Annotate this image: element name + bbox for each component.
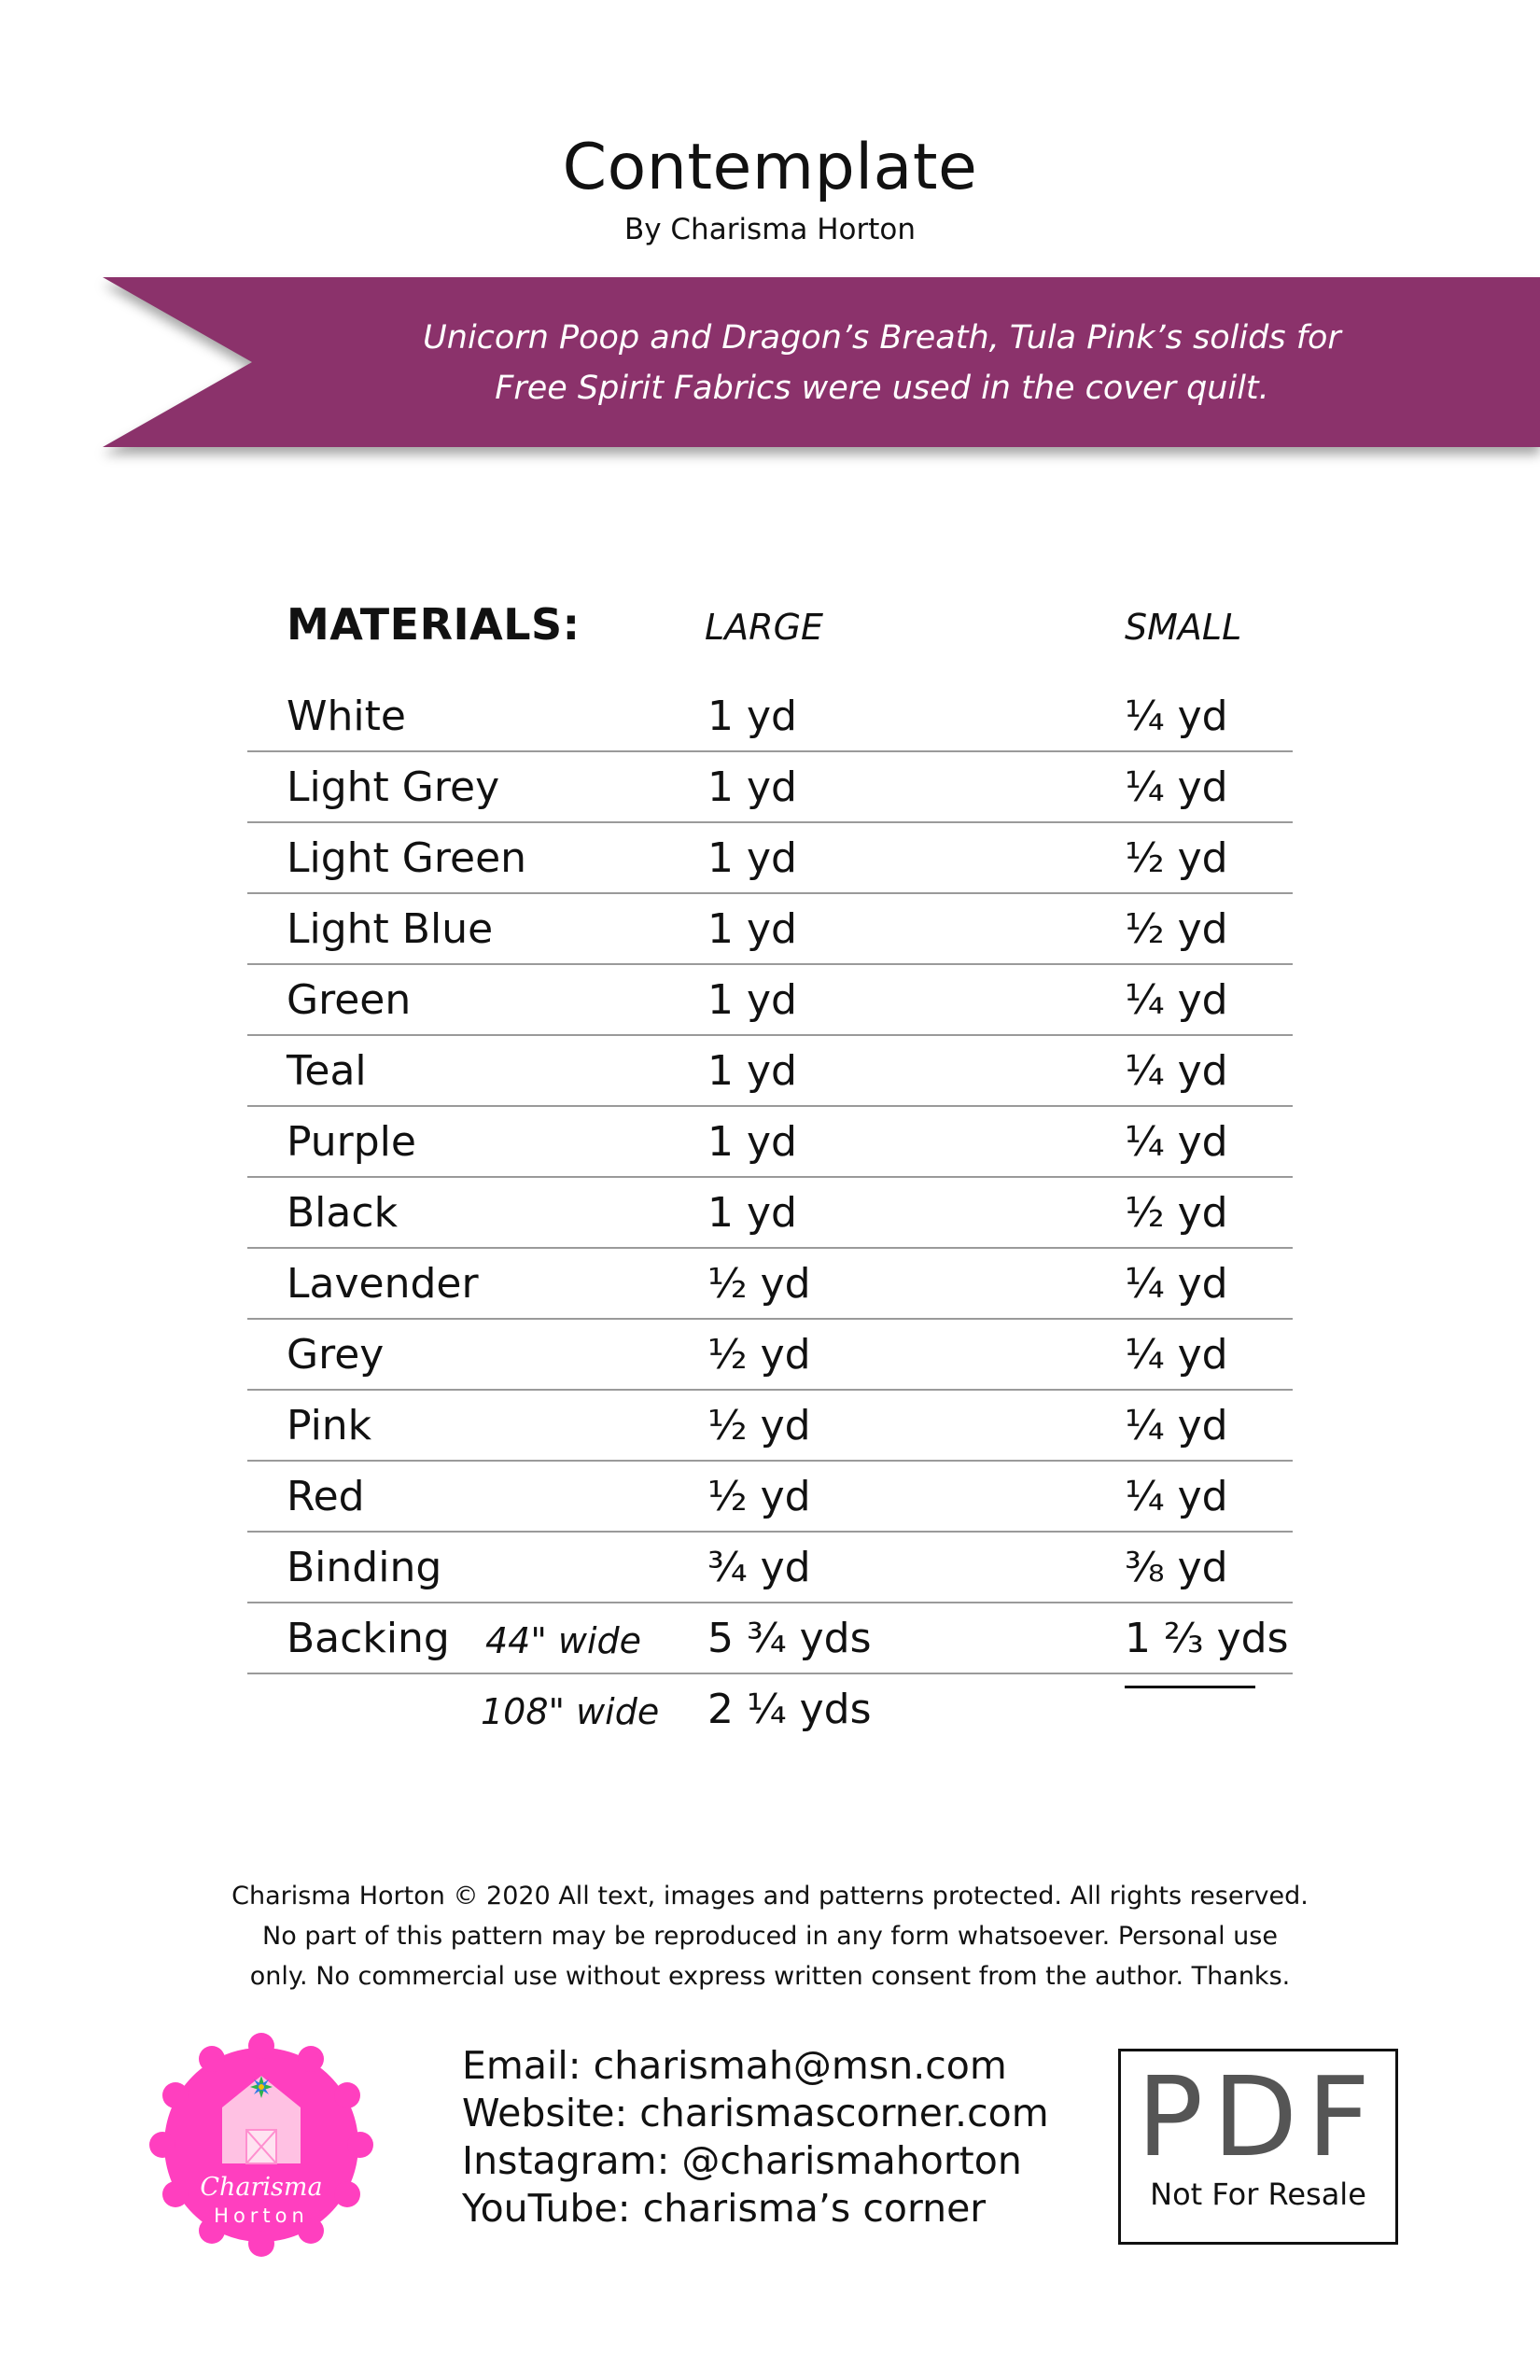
small-amount: ¼ yd — [1125, 763, 1228, 811]
copyright-line-2: No part of this pattern may be reproduced in any form whatsoever. Personal use — [262, 1922, 1278, 1951]
material-row — [247, 965, 1293, 1036]
large-amount: 1 yd — [707, 763, 797, 811]
material-name: Black — [287, 1189, 399, 1237]
material-name: Light Blue — [287, 905, 494, 953]
banner-text — [233, 313, 1531, 413]
material-row — [247, 1036, 1293, 1107]
banner-line-1: Unicorn Poop and Dragon’s Breath, Tula Pink’s solids for — [423, 319, 1341, 357]
small-amount: ¼ yd — [1125, 1047, 1228, 1095]
small-amount: ¼ yd — [1125, 693, 1228, 740]
large-amount: 1 yd — [707, 1047, 797, 1095]
logo-surname: Horton — [214, 2205, 309, 2227]
contact-website: Website: charismascorner.com — [462, 2091, 1049, 2135]
material-name: Grey — [287, 1331, 385, 1379]
pattern-author: By Charisma Horton — [623, 213, 917, 246]
backing-width-note: 108" wide — [481, 1691, 660, 1732]
backing-wide-row — [247, 1674, 1293, 1743]
pattern-title: Contemplate — [562, 131, 978, 204]
charisma-horton-logo — [149, 2033, 373, 2257]
material-row — [247, 823, 1293, 894]
materials-header — [247, 579, 1293, 681]
small-amount: ¼ yd — [1125, 976, 1228, 1024]
material-row — [247, 1533, 1293, 1603]
contact-info — [462, 2042, 1049, 2233]
small-amount: ¼ yd — [1125, 1473, 1228, 1520]
contact-instagram: Instagram: @charismahorton — [462, 2138, 1022, 2183]
material-row — [247, 1249, 1293, 1320]
material-name: Green — [287, 976, 412, 1024]
pdf-label: PDF — [1137, 2052, 1379, 2181]
fabric-banner — [103, 277, 1540, 447]
material-name: Light Green — [287, 834, 527, 882]
material-name: Binding — [287, 1544, 442, 1591]
material-name: Backing — [287, 1615, 450, 1662]
backing-row — [247, 1603, 1293, 1674]
copyright-notice — [0, 1876, 1540, 1996]
material-name: Teal — [287, 1047, 367, 1095]
large-amount: 1 yd — [707, 1189, 797, 1237]
contact-email: Email: charismah@msn.com — [462, 2043, 1007, 2088]
large-amount: 1 yd — [707, 1118, 797, 1166]
banner-line-2: Free Spirit Fabrics were used in the cover quilt. — [495, 370, 1269, 407]
contact-youtube: YouTube: charisma’s corner — [462, 2186, 987, 2231]
small-amount: ½ yd — [1125, 834, 1228, 882]
material-name: White — [287, 693, 406, 740]
copyright-line-1: Charisma Horton © 2020 All text, images and patterns protected. All rights reserved. — [231, 1882, 1309, 1911]
small-amount: ½ yd — [1125, 905, 1228, 953]
large-amount: ½ yd — [707, 1473, 811, 1520]
material-row — [247, 894, 1293, 965]
column-small-header: SMALL — [1125, 607, 1242, 648]
small-amount: ¼ yd — [1125, 1331, 1228, 1379]
material-name: Light Grey — [287, 763, 500, 811]
material-row — [247, 681, 1293, 752]
small-amount: 1 ⅔ yds — [1125, 1615, 1289, 1662]
material-row — [247, 752, 1293, 823]
small-amount: ⅜ yd — [1125, 1544, 1228, 1591]
material-name: Pink — [287, 1402, 372, 1449]
small-amount: ¼ yd — [1125, 1402, 1228, 1449]
material-row — [247, 1320, 1293, 1391]
column-large-header: LARGE — [705, 607, 824, 648]
material-row — [247, 1462, 1293, 1533]
logo-name: Charisma — [200, 2173, 323, 2202]
large-amount: ½ yd — [707, 1260, 811, 1308]
material-name: Lavender — [287, 1260, 479, 1308]
backing-width-note: 44" wide — [485, 1620, 642, 1661]
large-amount: ½ yd — [707, 1402, 811, 1449]
material-name: Red — [287, 1473, 365, 1520]
material-row — [247, 1178, 1293, 1249]
pdf-not-for-resale-badge — [1118, 2049, 1398, 2245]
large-amount: 2 ¼ yds — [707, 1686, 872, 1733]
materials-heading: MATERIALS: — [287, 599, 581, 650]
small-amount: ¼ yd — [1125, 1260, 1228, 1308]
large-amount: 1 yd — [707, 976, 797, 1024]
large-amount: ¾ yd — [707, 1544, 811, 1591]
small-amount: ¼ yd — [1125, 1118, 1228, 1166]
copyright-line-3: only. No commercial use without express written consent from the author. Thanks. — [249, 1962, 1291, 1991]
material-row — [247, 1391, 1293, 1462]
large-amount: 1 yd — [707, 834, 797, 882]
not-for-resale-label: Not For Resale — [1150, 2177, 1366, 2212]
material-row — [247, 1107, 1293, 1178]
materials-table — [247, 579, 1293, 1743]
large-amount: 5 ¾ yds — [707, 1615, 872, 1662]
large-amount: ½ yd — [707, 1331, 811, 1379]
not-applicable-dash — [1125, 1686, 1255, 1688]
large-amount: 1 yd — [707, 905, 797, 953]
large-amount: 1 yd — [707, 693, 797, 740]
material-name: Purple — [287, 1118, 416, 1166]
small-amount: ½ yd — [1125, 1189, 1228, 1237]
